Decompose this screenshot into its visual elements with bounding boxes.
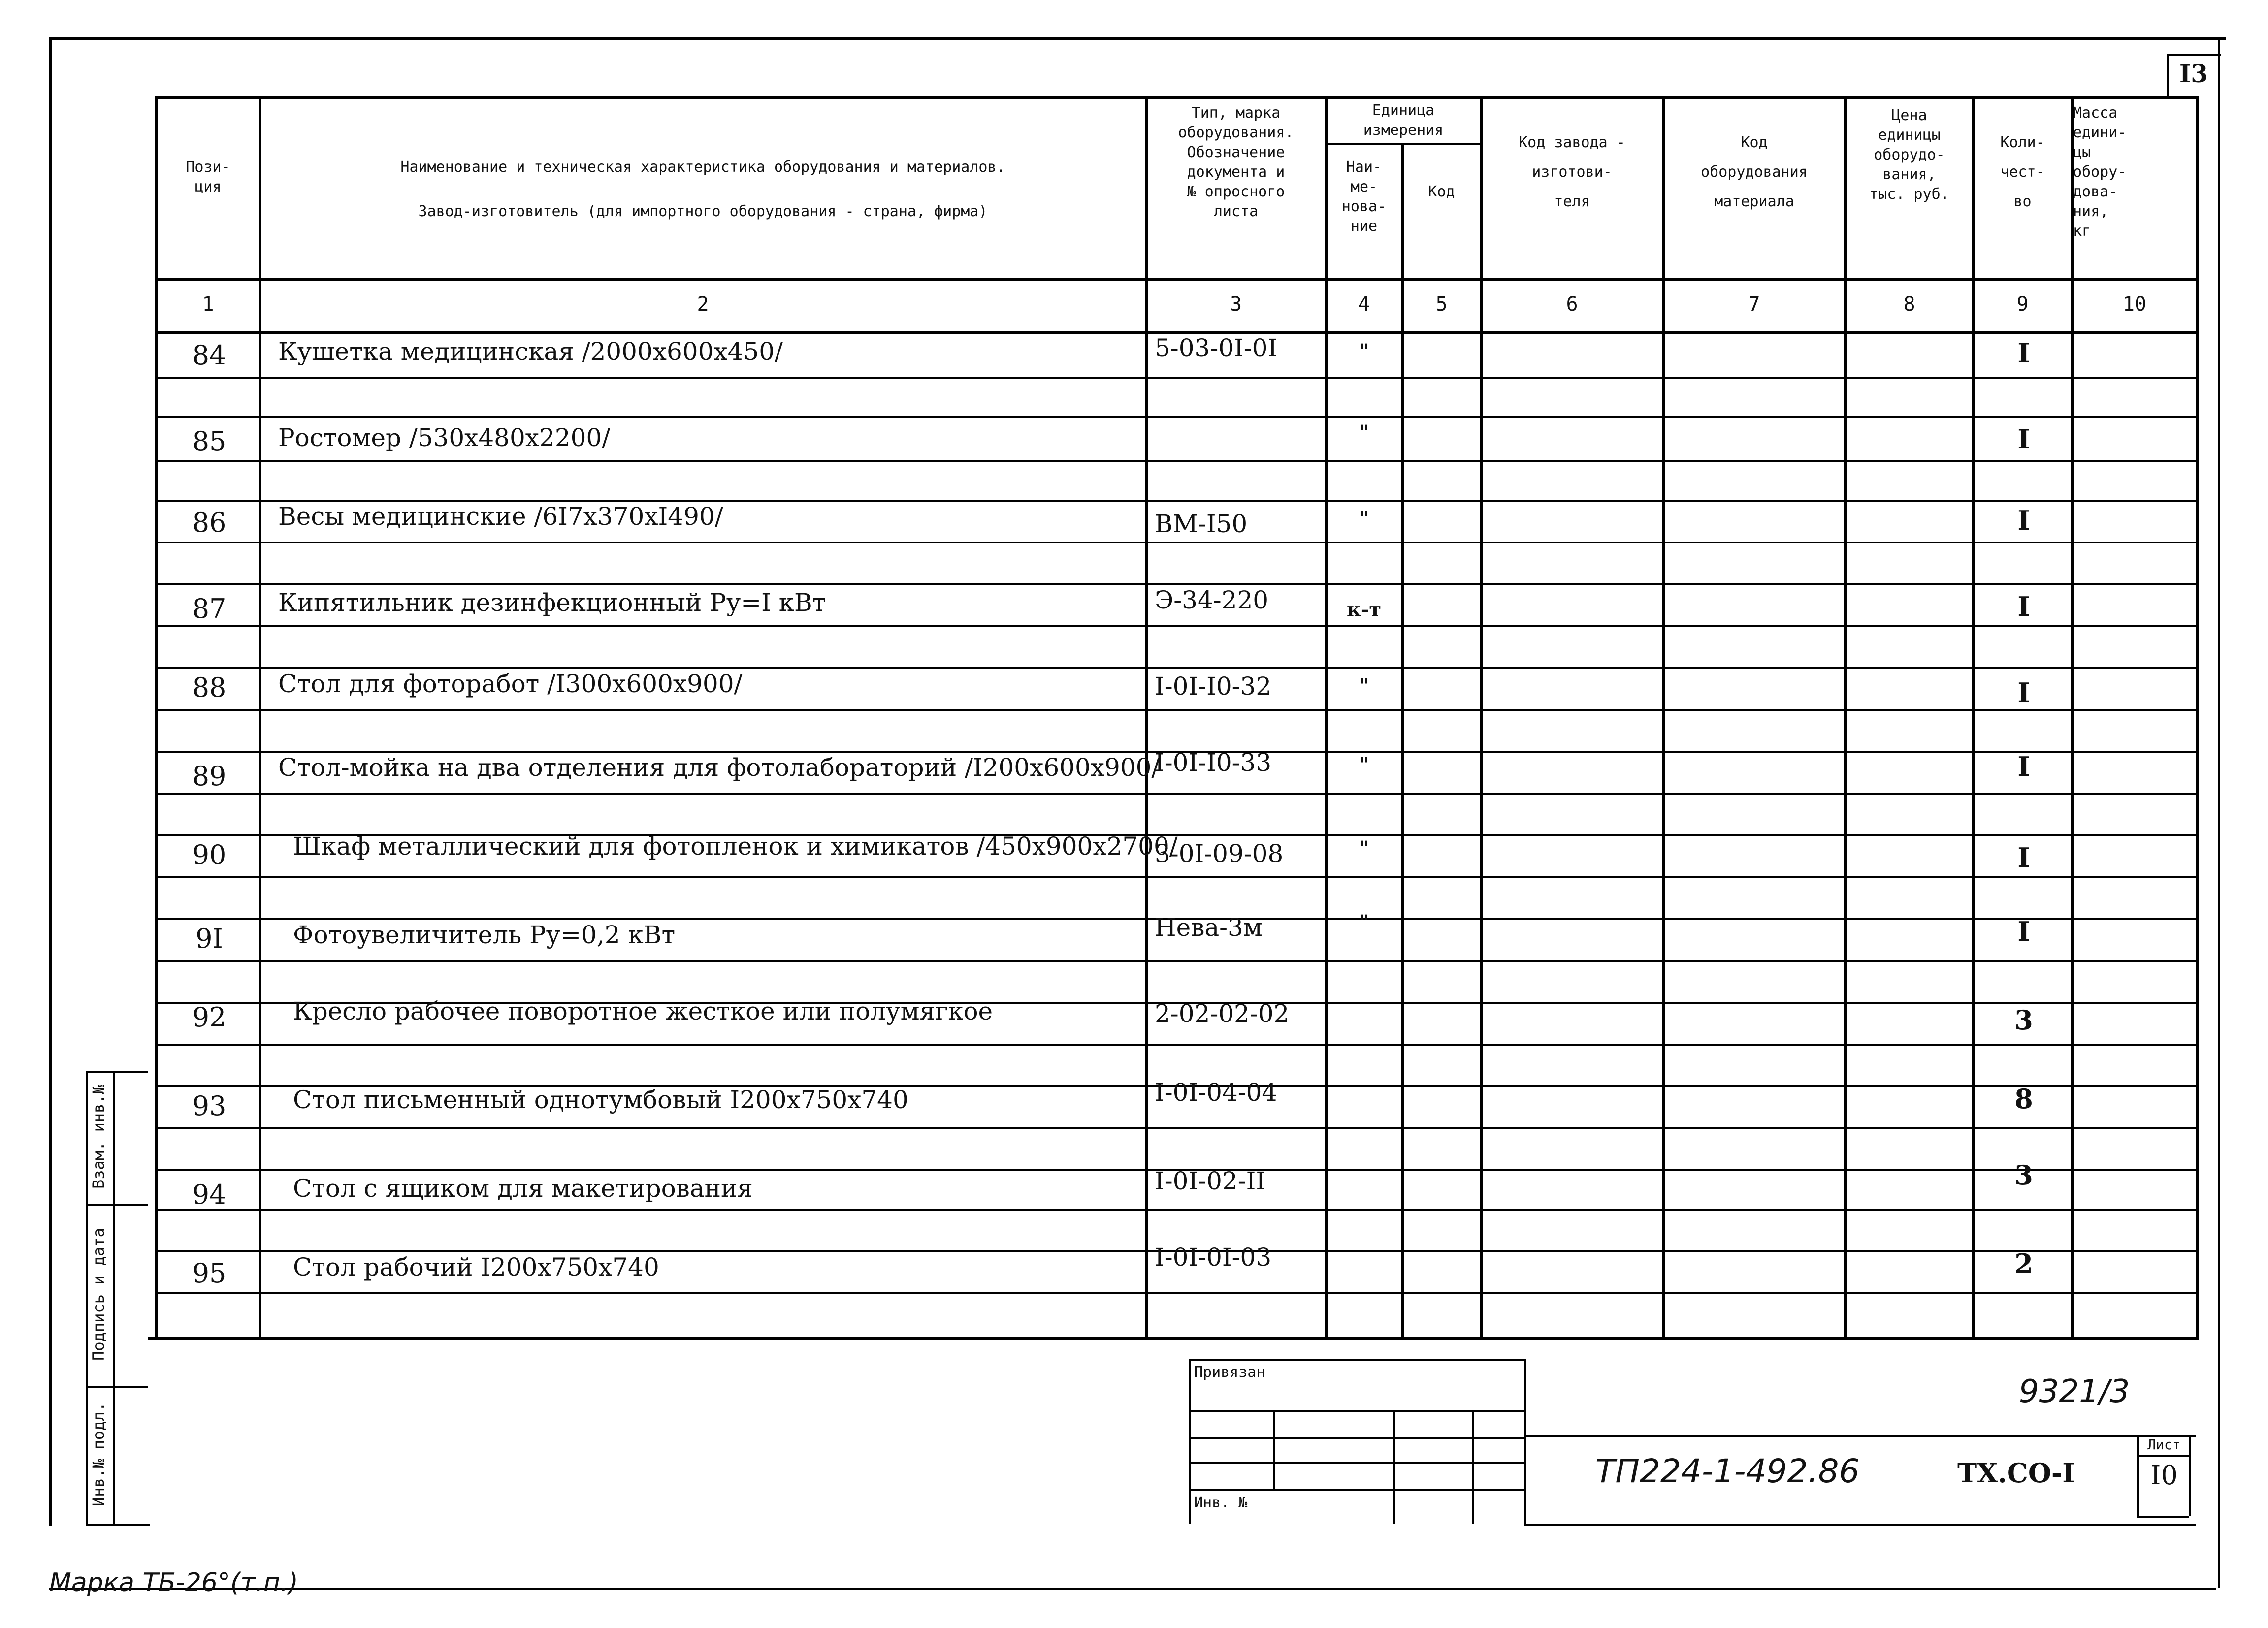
col-line-9 — [2071, 96, 2074, 1337]
row-position: 95 — [192, 1258, 227, 1289]
row-line — [155, 793, 2199, 795]
colnum-3: 3 — [1230, 293, 1242, 316]
stamp-box-top — [1189, 1359, 1526, 1361]
sheet-number-top: I3 — [2179, 59, 2208, 88]
sheet-value: I0 — [2150, 1460, 2178, 1491]
row-name: Весы медицинские /6I7х370хI490/ — [278, 502, 723, 531]
row-type: Нева-3м — [1155, 913, 1263, 942]
row-line — [155, 416, 2199, 418]
header-col6: Код завода - изготови- теля — [1519, 134, 1625, 210]
row-position: 92 — [192, 1002, 227, 1033]
col-line-4 — [1401, 143, 1404, 1337]
doc-code: ТХ.СО-I — [1957, 1457, 2075, 1489]
colnum-1: 1 — [202, 293, 214, 316]
row-position: 89 — [192, 761, 227, 792]
row-type: I-0I-04-04 — [1155, 1078, 1278, 1107]
title-block-bottom — [1524, 1524, 2196, 1526]
side-strip-inner — [113, 1071, 115, 1526]
footer-mark: Марка ТБ-26°(т.п.) — [49, 1568, 298, 1597]
col-line-3 — [1325, 96, 1328, 1337]
row-type: I-0I-I0-32 — [1155, 672, 1272, 701]
col-line-0 — [155, 96, 158, 1337]
row-name: Стол письменный однотумбовый I200х750х740 — [293, 1085, 908, 1114]
side-strip-outer — [86, 1071, 88, 1526]
col-line-10 — [2196, 96, 2199, 1337]
row-name: Стол рабочий I200х750х740 — [293, 1253, 659, 1281]
col-line-7 — [1844, 96, 1847, 1337]
row-quantity: I — [2017, 916, 2030, 947]
side-label-inv-podl: Инв.№ подл. — [89, 1402, 108, 1506]
header-col3: Тип, марка оборудования. Обозначение документа и № опросного листа — [1178, 104, 1294, 220]
row-unit: " — [1359, 507, 1369, 530]
row-line — [155, 876, 2199, 878]
row-position: 85 — [192, 426, 227, 457]
row-unit: " — [1359, 421, 1369, 444]
row-line — [155, 500, 2199, 502]
row-position: 86 — [192, 507, 227, 538]
row-quantity: I — [2017, 751, 2030, 782]
colnum-6: 6 — [1566, 293, 1578, 316]
header-col7: Код оборудования материала — [1701, 134, 1808, 210]
header-col2-line2: Завод-изготовитель (для импортного оборудования - страна, фирма) — [418, 203, 988, 220]
row-type: I-0I-0I-03 — [1155, 1243, 1272, 1272]
outer-border-left — [49, 37, 52, 1526]
row-quantity: I — [2017, 842, 2030, 873]
header-col8: Цена единицы оборудо- вания, тыс. руб. — [1869, 107, 1949, 203]
col-line-1 — [259, 96, 261, 1337]
outer-border-top — [49, 37, 2226, 40]
row-name: Кресло рабочее поворотное жесткое или полумягкое — [293, 997, 993, 1025]
row-name: Ростомер /530х480х2200/ — [278, 423, 611, 452]
side-label-vzam: Взам. инв.№ — [89, 1085, 108, 1189]
row-line — [155, 460, 2199, 462]
row-line — [155, 1127, 2199, 1129]
row-line — [155, 667, 2199, 669]
header-col2-line1: Наименование и техническая характеристика оборудования и материалов. — [400, 159, 1005, 176]
row-quantity: I — [2017, 677, 2030, 708]
row-position: 93 — [192, 1090, 227, 1121]
handwritten-number: 9321/3 — [2019, 1373, 2130, 1410]
row-line — [155, 1209, 2199, 1211]
row-line — [155, 542, 2199, 543]
colnum-5: 5 — [1435, 293, 1448, 316]
stamp-vline — [1472, 1410, 1474, 1524]
row-quantity: 2 — [2014, 1248, 2033, 1279]
header-col9: Коли- чест- во — [2000, 134, 2045, 210]
colnum-10: 10 — [2122, 293, 2147, 316]
row-unit: " — [1359, 340, 1369, 363]
row-position: 84 — [192, 340, 227, 371]
row-type: 3-0I-09-08 — [1155, 839, 1284, 868]
row-name: Фотоувеличитель Ру=0,2 кВт — [293, 921, 676, 949]
outer-border-bottom — [49, 1588, 2216, 1590]
row-unit: " — [1359, 837, 1369, 860]
row-line — [155, 625, 2199, 627]
header-col10: Масса едини- цы обору- дова- ния, кг — [2073, 104, 2127, 240]
row-type: I-0I-I0-33 — [1155, 748, 1272, 777]
sheet-cell-left — [2137, 1435, 2139, 1516]
row-quantity: I — [2017, 337, 2030, 369]
row-quantity: 3 — [2014, 1004, 2033, 1036]
row-quantity: 3 — [2014, 1159, 2033, 1191]
header-col1: Пози- ция — [186, 159, 230, 195]
side-label-podpis: Подпись и дата — [89, 1228, 108, 1361]
row-type: I-0I-02-II — [1155, 1167, 1266, 1195]
row-type: 2-02-02-02 — [1155, 999, 1290, 1028]
row-line — [155, 709, 2199, 711]
row-line — [155, 960, 2199, 962]
sheet-box-top — [2167, 54, 2221, 56]
row-position: 9I — [195, 923, 223, 954]
sheet-box-left — [2167, 54, 2169, 98]
stamp-vline — [1273, 1410, 1275, 1489]
row-position: 87 — [192, 593, 227, 624]
stamp-box-left — [1189, 1359, 1191, 1524]
stamp-box-right — [1524, 1359, 1526, 1524]
outer-border-right — [2218, 37, 2220, 1588]
row-name: Стол-мойка на два отделения для фотолабораторий /I200х600х900/ — [278, 753, 1160, 782]
side-strip-bottom — [86, 1524, 150, 1526]
row-position: 94 — [192, 1179, 227, 1210]
sheet-label: Лист — [2147, 1436, 2181, 1453]
row-line — [155, 377, 2199, 379]
sheet-cell-right — [2189, 1435, 2191, 1516]
row-type: 5-03-0I-0I — [1155, 334, 1278, 362]
col-line-2 — [1145, 96, 1148, 1337]
table-bottom-border — [148, 1337, 2199, 1340]
stamp-privyazan: Привязан — [1194, 1364, 1265, 1381]
col-line-6 — [1662, 96, 1665, 1337]
header-col45-group: Единица измерения — [1363, 102, 1444, 139]
sheet-cell-bottom — [2137, 1516, 2189, 1518]
row-unit: " — [1359, 753, 1369, 776]
colnum-4: 4 — [1358, 293, 1370, 316]
row-quantity: I — [2017, 423, 2030, 455]
row-quantity: 8 — [2014, 1083, 2033, 1115]
unit-group-divider — [1325, 143, 1480, 145]
colnum-7: 7 — [1748, 293, 1760, 316]
row-line — [155, 1044, 2199, 1046]
colnum-8: 8 — [1903, 293, 1915, 316]
row-type: ВМ-I50 — [1155, 510, 1248, 538]
row-type: Э-34-220 — [1155, 586, 1269, 614]
row-line — [155, 583, 2199, 585]
col-line-5 — [1480, 96, 1483, 1337]
table-top-border — [155, 96, 2199, 99]
row-quantity: I — [2017, 505, 2030, 536]
sheet-cell-divider — [2137, 1455, 2189, 1457]
row-name: Шкаф металлический для фотопленок и химикатов /450х900х2700/ — [293, 832, 1178, 861]
stamp-inv-no: Инв. № — [1194, 1494, 1248, 1511]
row-line — [155, 1292, 2199, 1294]
colnum-2: 2 — [697, 293, 709, 316]
row-unit: " — [1359, 911, 1369, 934]
drawing-code: ТП224-1-492.86 — [1595, 1452, 1860, 1490]
title-block-top — [1524, 1435, 2196, 1437]
row-unit: к-т — [1346, 598, 1382, 621]
col-line-8 — [1972, 96, 1975, 1337]
colnum-9: 9 — [2016, 293, 2029, 316]
stamp-vline — [1393, 1410, 1395, 1524]
header-col4: Наи- ме- нова- ние — [1341, 159, 1387, 235]
row-quantity: I — [2017, 591, 2030, 622]
row-name: Кушетка медицинская /2000х600х450/ — [278, 337, 783, 366]
header-col5: Код — [1428, 183, 1455, 200]
row-name: Стол для фоторабот /I300х600х900/ — [278, 670, 743, 698]
row-position: 90 — [192, 839, 227, 870]
row-name: Стол с ящиком для макетирования — [293, 1174, 753, 1203]
row-position: 88 — [192, 672, 227, 703]
row-name: Кипятильник дезинфекционный Ру=I кВт — [278, 588, 826, 617]
row-unit: " — [1359, 674, 1369, 698]
header-bottom-border — [155, 278, 2199, 281]
